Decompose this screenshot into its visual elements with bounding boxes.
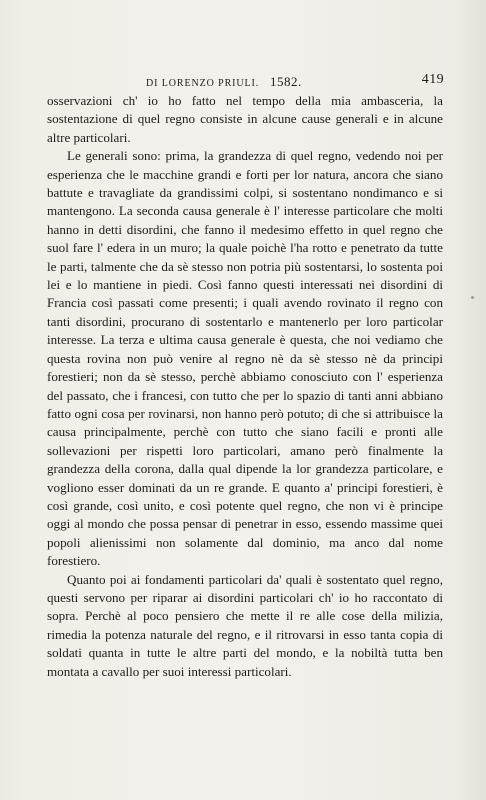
paragraph-particular-foundations: Quanto poi ai fondamenti particolari da' quali è sostentato quel regno, questi servono per riparar ai disordini particolari ch' io ho raccontato di sopra. Perchè al poco pensiero che mette il re alle cose della milizia, rimedia la potenza naturale del regno, e il ritrovarsi in esso tanta copia di soldati quanta in tutte le altre parti del mondo, e la nobiltà tutta ben montata a cavallo per suoi interessi particolari. xyxy=(47,571,443,679)
running-head-title xyxy=(146,74,302,90)
running-head xyxy=(46,72,446,92)
paragraph-general-causes: Le generali sono: prima, la grandezza di quel regno, vedendo noi per esperienza che le macchine grandi e forti per lor natura, ancora che siano battute e travagliate da grandissimi colpi, si sostentano nondimanco e si mantengono. La seconda causa generale è l' interesse particolare che molti hanno in detti disordini, che fanno il medesimo effetto in quel regno che suol fare l' edera in un muro; la quale poichè l'ha rotto e penetrato da tutte le parti, talmente che da sè stesso non potria più sostentarsi, lo sostenta poi lei e lo mantiene in piedi. Così fanno questi interessati nei disordini di Francia così passati come presenti; i quali avendo rovinato il regno con tanti disordini, procurano di sostentarlo e mantenerlo per loro particolar interesse. La terza e ultima causa generale è questa, che noi vediamo che questa rovina non può venire al regno nè da sè stesso nè da principi forestieri; non da sè stesso, perchè abbiamo conosciuto con l' esperienza del passato, che i francesi, con tutto che per lo spazio di tanti anni abbiano fatto ogni cosa per rovinarsi, non hanno però potuto; di che si attribuisce la causa principalmente, perchè con tutto che siano facili e pronti alle sollevazioni per rispetti loro particolari, amano però finalmente la grandezza della corona, dalla qual dipende la lor grandezza particolare, e vogliono esser dominati da un re grande. E quanto a' principi forestieri, è così grande, così unito, e così potente quel regno, che non vi è principe oggi al mondo che possa pensar di penetrar in esso, essendo massime quei popoli alienissimi non solamente dal dominio, ma anco dal nome forestiero. xyxy=(47,148,443,569)
page-number: 419 xyxy=(421,72,444,87)
running-head-year: 1582. xyxy=(270,74,302,89)
paper-speck xyxy=(471,296,474,299)
paragraph-continuation: osservazioni ch' io ho fatto nel tempo della mia ambasceria, la sostentazione di quel regno consiste in alcune cause generali e in alcune altre particolari. xyxy=(47,93,443,145)
running-head-author: DI LORENZO PRIULI. xyxy=(146,78,260,89)
body-text xyxy=(47,92,443,681)
